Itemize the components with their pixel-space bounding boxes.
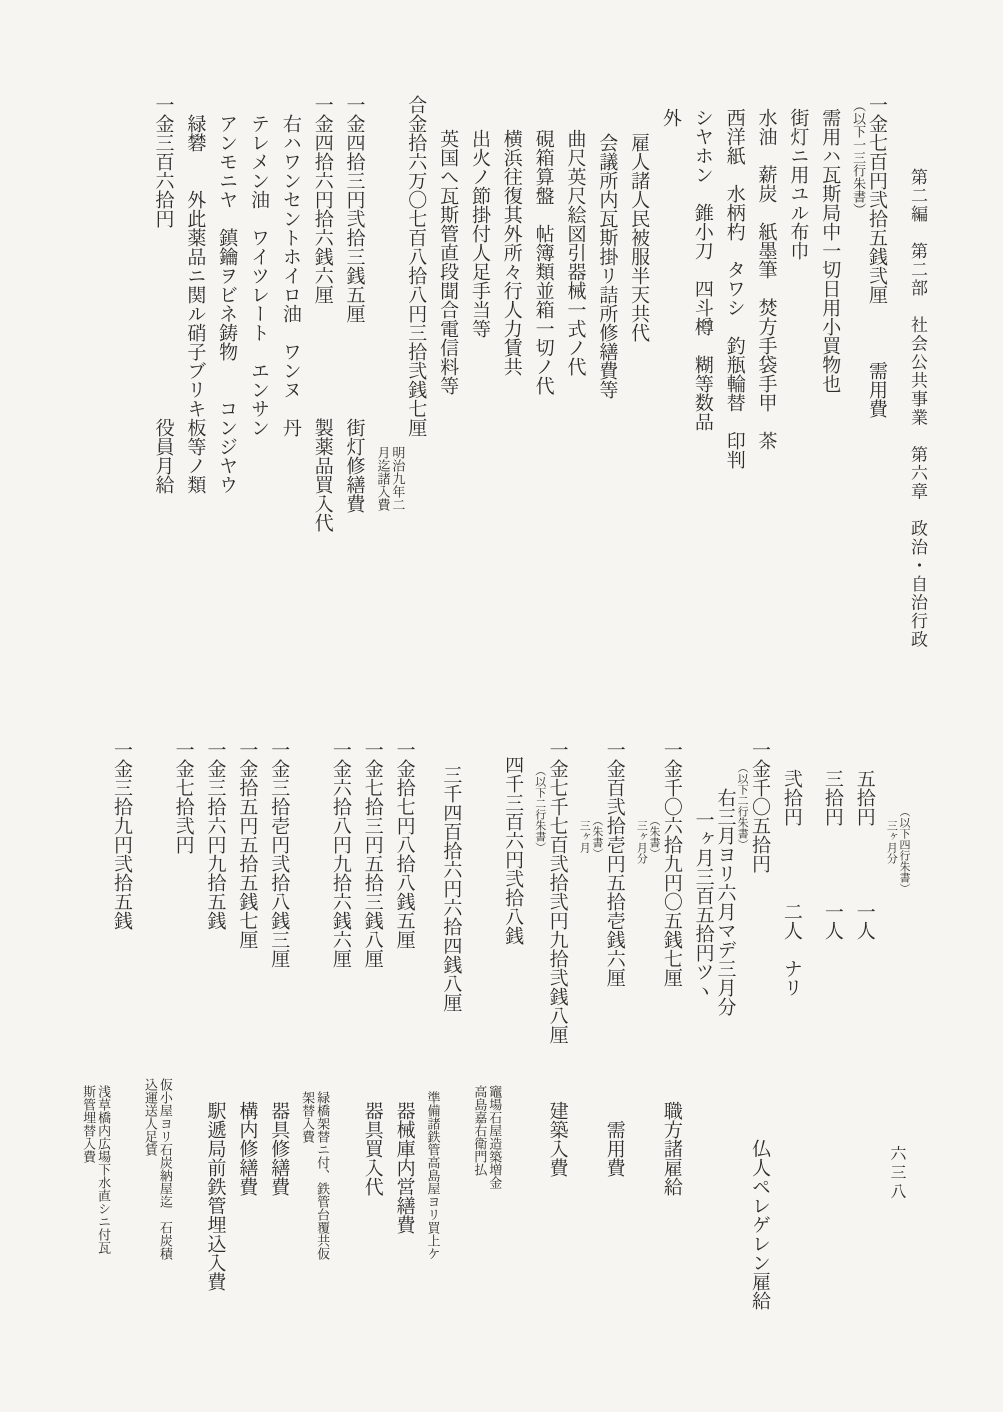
ledger-text-line: 合金拾六万〇七百八拾八円三拾弐銭七厘 <box>405 95 427 437</box>
ledger-entry <box>723 95 745 520</box>
ledger-note-line: （以下一三行朱書） <box>851 98 867 216</box>
ledger-note-line: 明治九年二 <box>390 446 406 511</box>
ledger-entry <box>885 740 910 1368</box>
ledger-entry <box>853 740 875 1368</box>
ledger-note-line: （以下二行朱書） <box>736 762 749 850</box>
ledger-text-line: 右三月ヨリ六月マデ三月分 <box>714 787 736 1016</box>
ledger-entry <box>311 95 333 532</box>
ledger-text-line: テレメン油 ワイツレート エンサン <box>248 114 269 437</box>
ledger-text-line: 英国へ瓦斯管直段聞合電信料等 <box>437 129 459 396</box>
ledger-entry <box>215 95 237 520</box>
ledger-note-line: 架替入費 <box>300 1091 316 1143</box>
ledger-entry <box>821 740 843 1368</box>
ledger-text-line: 四千三百六円弐拾八銭 <box>502 755 524 946</box>
ledger-entry <box>236 740 258 1368</box>
ledger-entry <box>343 95 365 520</box>
ledger-text-line: 右ハワンセントホイロ油 ワンヌ 丹 <box>279 114 301 437</box>
ledger-entry <box>361 740 383 1368</box>
ledger-text-line: アンモニヤ 鎮鑰ヲビネ鋳物 コンジヤウ <box>216 114 238 494</box>
ledger-text-line: 一金拾五円五拾五銭七厘 構内修繕費 <box>236 740 258 1196</box>
ledger-text-line: 一金三拾壱円弐拾八銭三厘 器具修繕費 <box>268 740 290 1196</box>
ledger-text-line: 西洋紙 水柄杓 タワシ 釣瓶輪替 印判 <box>723 108 745 470</box>
ledger-text-line: 需用ハ瓦斯局中一切日用小買物也 <box>819 108 841 394</box>
ledger-note-line: 三ヶ月 <box>578 820 591 854</box>
ledger-entry <box>500 95 522 520</box>
ledger-entry <box>627 95 649 520</box>
ledger-text-line: 一金七千七百弐拾弐円九拾弐銭八厘 建築入費 <box>546 740 568 1177</box>
ledger-note-line: 込運送人足賃 <box>142 1078 158 1156</box>
ledger-entry <box>755 95 777 520</box>
bottom-ledger-block <box>70 740 910 1368</box>
ledger-entry <box>436 95 458 520</box>
ledger-entry <box>787 95 809 520</box>
ledger-text-line: 一金四拾三円弐拾三銭五厘 街灯修繕費 <box>343 95 365 513</box>
ledger-note-line: （以下四行朱書） <box>898 806 910 894</box>
ledger-text-line: 一金七拾弐円 <box>172 740 194 854</box>
ledger-text-line: 五拾円 一人 <box>853 768 875 940</box>
ledger-note-line: 緑橋架替ニ付、鉄管台覆共仮 <box>315 1091 331 1260</box>
ledger-text-line: 弐拾円 二人 ナリ <box>780 768 802 997</box>
ledger-text-line: 三千四百拾六円六拾四銭八厘 <box>440 764 462 1012</box>
ledger-entry <box>691 95 713 520</box>
ledger-text-line: 街灯ニ用ユル布巾 <box>787 108 809 261</box>
ledger-entry <box>299 740 351 1368</box>
ledger-entry <box>578 740 625 1368</box>
ledger-text-line: 一金三百六拾円 役員月給 <box>152 95 174 494</box>
ledger-entry <box>818 95 840 520</box>
ledger-note-line: 竈場石屋造築増金 <box>487 1084 503 1189</box>
ledger-entry <box>850 95 887 520</box>
ledger-text-line: シヤホン 錐小刀 四斗樽 糊等数品 <box>691 108 713 432</box>
ledger-text-line: 一ヶ月三百五拾円ツヽ <box>692 810 714 1001</box>
ledger-text-line: 三拾円 一人 <box>821 768 843 940</box>
ledger-text-line: 硯箱算盤 帖簿類並箱一切ノ代 <box>532 129 554 396</box>
ledger-text-line: 一金三拾六円九拾五銭 駅遞局前鉄管埋込入費 <box>204 740 226 1291</box>
ledger-text-line: 一金六拾八円九拾六銭六厘 <box>329 740 351 968</box>
ledger-text-line: 会議所内瓦斯掛リ詰所修繕費等 <box>596 133 618 399</box>
ledger-entry <box>279 95 301 520</box>
ledger-entry <box>564 95 586 520</box>
ledger-entry <box>471 740 523 1368</box>
ledger-entry <box>425 740 462 1368</box>
ledger-text-line: 緑礬 外此薬品ニ関ル硝子ブリキ板等ノ類 <box>184 114 206 494</box>
ledger-entry <box>142 740 194 1368</box>
ledger-text-line: 外 <box>660 108 681 128</box>
ledger-text-line: 一金四拾六円拾六銭六厘 製薬品買入代 <box>311 95 333 532</box>
ledger-entry <box>659 95 681 520</box>
ledger-entry <box>247 95 269 520</box>
ledger-note-line: （以下二行朱書） <box>533 765 546 854</box>
ledger-entry <box>468 95 490 520</box>
ledger-note-line: 三ヶ月分 <box>635 820 648 865</box>
ledger-text-line: 一金千〇五拾円 仏人ペレゲレン雇給 <box>749 740 770 1310</box>
ledger-text-line: 一金七百円弐拾五銭弐厘 需用費 <box>866 95 887 418</box>
ledger-entry <box>152 95 174 520</box>
ledger-text-line: 横浜往復其外所々行人力賃共 <box>500 129 522 377</box>
ledger-note-line: 浅草橋内広場下水直シニ付瓦 <box>96 1084 112 1254</box>
ledger-text-line: 一金百弐拾壱円五拾壱銭六厘 需用費 <box>603 740 625 1177</box>
ledger-entry <box>635 740 682 1368</box>
ledger-note-line: （朱書） <box>647 814 660 859</box>
ledger-text-line: 曲尺英尺絵図引器械一式ノ代 <box>564 129 586 377</box>
ledger-text-line: 出火ノ節掛付人足手当等 <box>468 129 490 339</box>
ledger-entry <box>204 740 226 1368</box>
ledger-entry <box>595 95 617 520</box>
ledger-entry <box>393 740 415 1368</box>
ledger-entry <box>533 740 567 1368</box>
top-ledger-block <box>142 95 887 532</box>
ledger-entry <box>692 740 770 1368</box>
ledger-note-line: 仮小屋ヨリ石炭納屋迄 石炭積 <box>157 1078 173 1260</box>
ledger-text-line: 一金七拾三円五拾三銭八厘 器具買入代 <box>361 740 383 1196</box>
ledger-note-line: 三ヶ月分 <box>885 820 898 865</box>
ledger-text-line: 一金拾七円八拾八銭五厘 器械庫内営繕費 <box>393 740 415 1234</box>
ledger-note-line: 高島嘉右衛門払 <box>472 1084 488 1176</box>
page-number: 六三八 <box>888 1145 905 1202</box>
ledger-text-line: 水油 薪炭 紙墨筆 焚方手袋手甲 茶 <box>755 108 777 451</box>
ledger-note-line: 月迄諸入費 <box>375 446 391 511</box>
ledger-entry <box>80 740 132 1368</box>
ledger-text-line: 一金三拾九円弐拾五銭 <box>110 740 132 930</box>
ledger-text-line: 雇人諸人民被服半天共代 <box>628 133 650 342</box>
ledger-entry <box>375 95 427 520</box>
ledger-entry <box>267 740 289 1368</box>
ledger-text-line: 一金千〇六拾九円〇五銭七厘 職方諸雇給 <box>660 740 682 1196</box>
chapter-header: 第二編 第二部 社会公共事業 第六章 政治・自治行政 <box>908 168 927 649</box>
ledger-note-line: 準備諸鉄管高島屋ヨリ買上ケ <box>425 1091 441 1260</box>
ledger-entry <box>780 740 802 1368</box>
ledger-entry <box>532 95 554 520</box>
ledger-note-line: 斯管埋替入費 <box>81 1084 97 1163</box>
ledger-entry <box>183 95 205 520</box>
ledger-note-line: （朱書） <box>590 814 603 859</box>
